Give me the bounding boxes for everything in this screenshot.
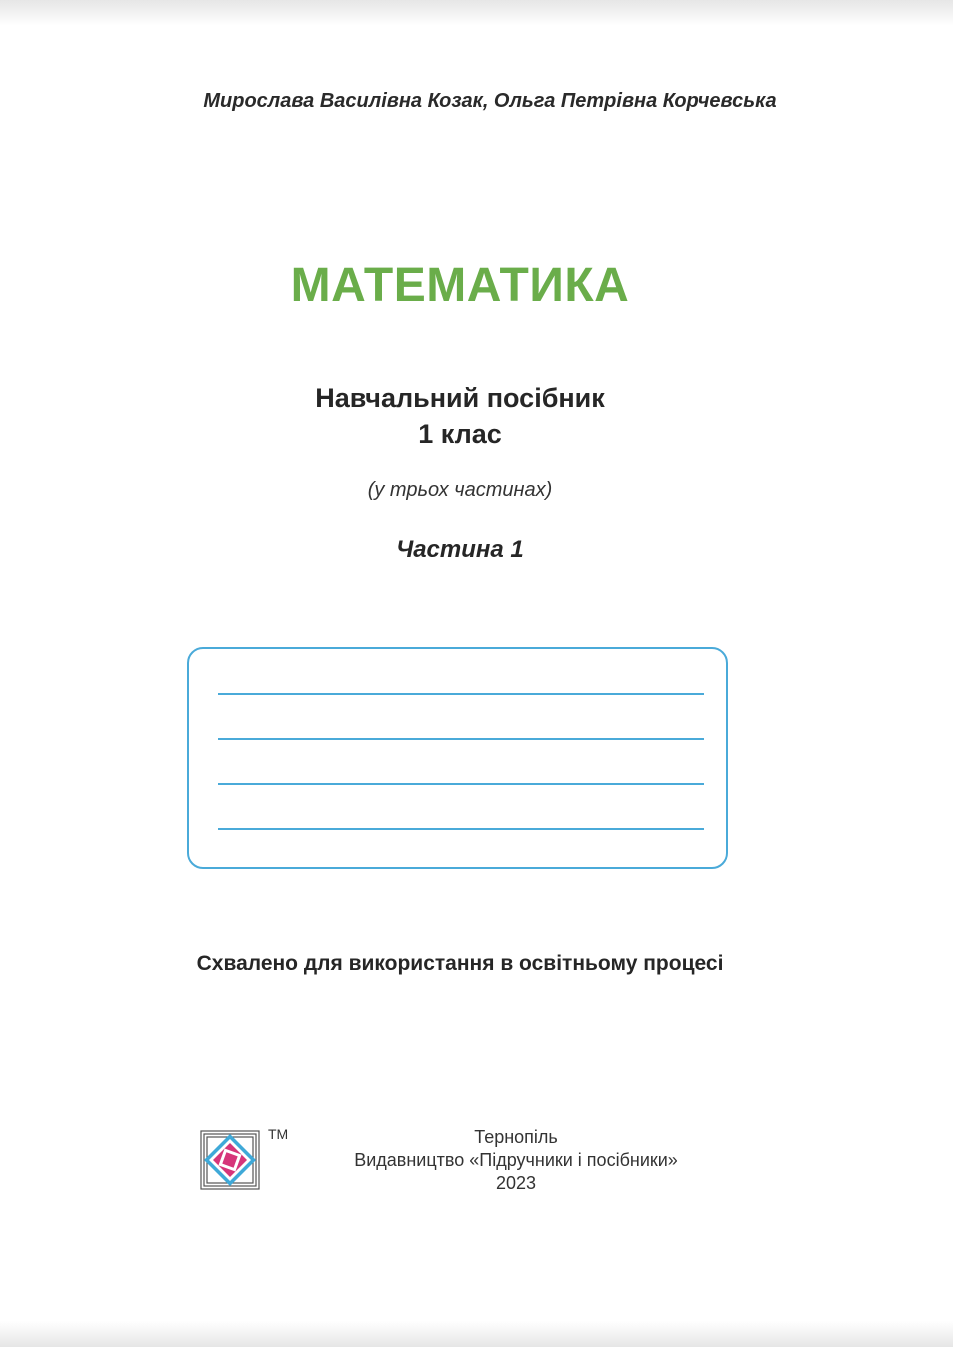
page-bottom-shadow — [0, 1321, 953, 1347]
writing-line — [218, 693, 704, 695]
book-title: МАТЕМАТИКА — [290, 259, 630, 312]
publisher-name: Видавництво «Підручники і посібники» — [354, 1150, 678, 1170]
parts-note: (у трьох частинах) — [367, 479, 553, 501]
publication-year: 2023 — [495, 1173, 537, 1193]
part-label: Частина 1 — [396, 536, 524, 563]
publisher-imprint — [300, 1126, 732, 1195]
grade-label: 1 клас — [418, 419, 502, 449]
trademark-label: TM — [268, 1126, 289, 1142]
authors-line: Мирослава Василівна Козак, Ольга Петрівна Корчевська — [203, 90, 777, 112]
writing-line — [218, 738, 704, 740]
page-top-shadow — [0, 0, 953, 26]
writing-line — [218, 828, 704, 830]
publisher-city: Тернопіль — [474, 1127, 558, 1147]
publisher-logo-icon — [200, 1130, 260, 1190]
writing-line — [218, 783, 704, 785]
name-writing-box — [187, 647, 728, 869]
approval-statement: Схвалено для використання в освітньому процесі — [196, 952, 724, 975]
book-subtitle: Навчальний посібник — [315, 383, 605, 413]
